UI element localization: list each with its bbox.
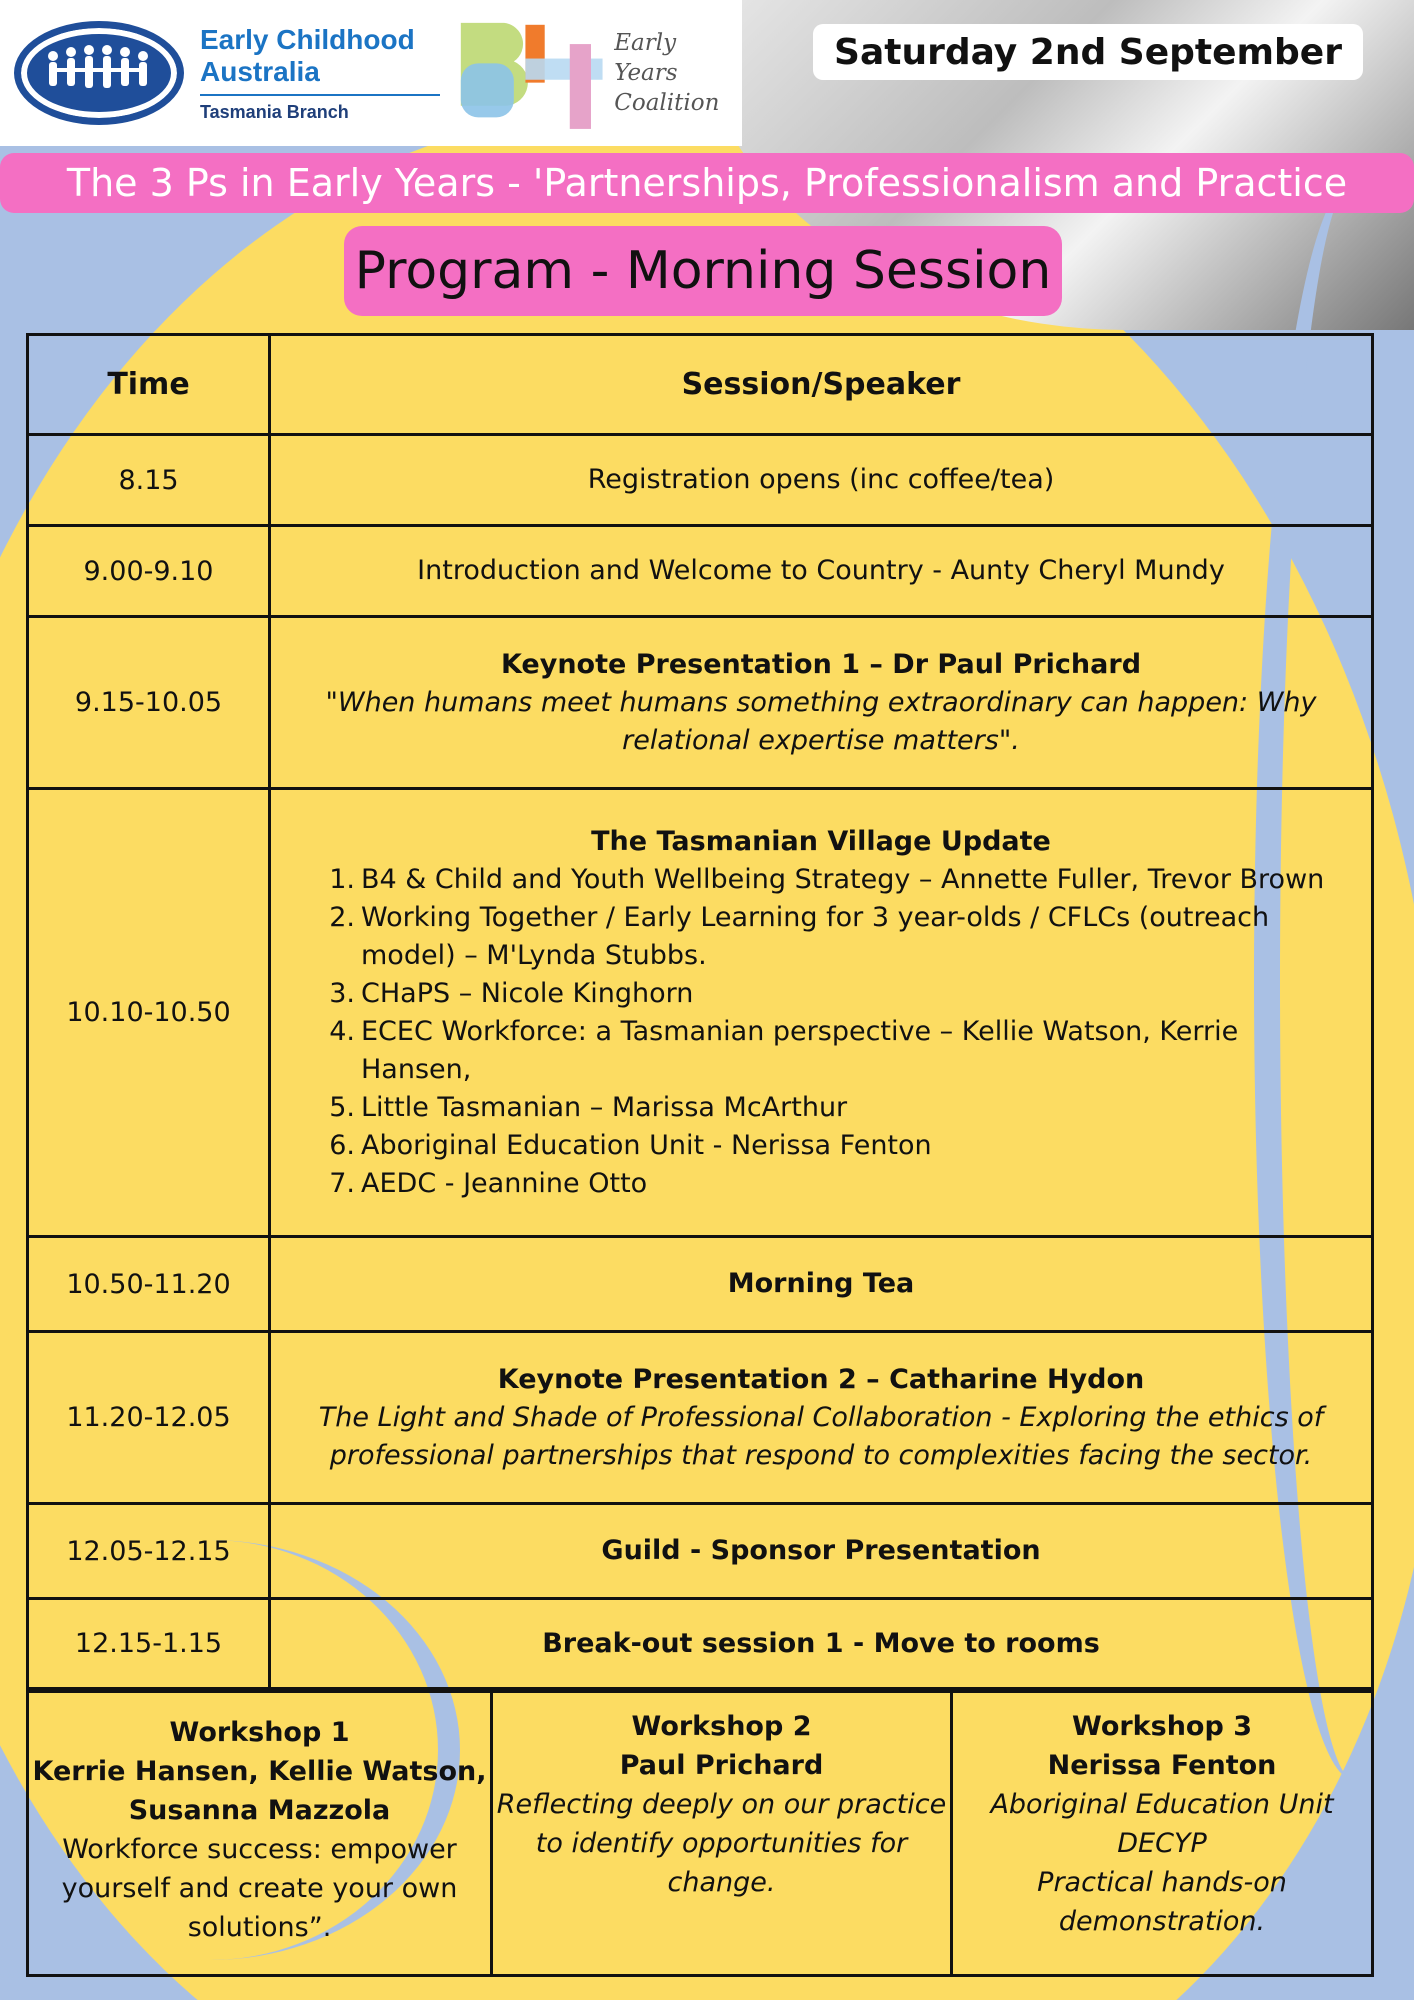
row-time: 9.15-10.05 [29, 618, 271, 787]
list-item: 2. Working Together / Early Learning for 3 year-olds / CFLCs (outreach model) – M'Lynda Stubbs. [329, 901, 1270, 971]
row-time: 9.00-9.10 [29, 527, 271, 615]
workshop-description: Workforce success: empower yourself and create your own solutions”. [61, 1834, 458, 1943]
table-row [29, 1600, 1371, 1690]
list-item: 7. AEDC - Jeannine Otto [329, 1167, 648, 1199]
list-item: 3. CHaPS – Nicole Kinghorn [329, 977, 694, 1009]
workshops-row [29, 1690, 1371, 1974]
program-table [26, 333, 1374, 1977]
workshop-description: Aboriginal Education Unit DECYP [990, 1789, 1334, 1859]
row-time: 10.50-11.20 [29, 1238, 271, 1330]
row-time: 12.15-1.15 [29, 1600, 271, 1687]
table-row [29, 618, 1371, 790]
workshop-2 [493, 1693, 953, 1974]
col-session-header: Session/Speaker [681, 366, 961, 402]
workshop-label: Workshop 1 [169, 1717, 350, 1748]
row-time: 8.15 [29, 436, 271, 524]
row-session: Introduction and Welcome to Country - Aunty Cheryl Mundy [417, 555, 1225, 586]
workshop-speaker: Kerrie Hansen, Kellie Watson, Susanna Mazzola [32, 1756, 487, 1826]
table-row [29, 1505, 1371, 1600]
logo-banner [0, 0, 742, 146]
b4-mark-icon [456, 13, 610, 133]
event-theme: The 3 Ps in Early Years - 'Partnerships, Professionalism and Practice [0, 153, 1414, 213]
row-session: Break-out session 1 - Move to rooms [542, 1627, 1100, 1659]
eca-name: Early Childhood Australia [200, 24, 440, 96]
table-row [29, 436, 1371, 527]
keynote-1-title: Keynote Presentation 1 – Dr Paul Prichard [500, 648, 1142, 680]
table-row [29, 527, 1371, 618]
list-item: 5. Little Tasmanian – Marissa McArthur [329, 1091, 848, 1123]
table-row [29, 1333, 1371, 1505]
eca-logo [14, 21, 440, 125]
workshop-description: Practical hands-on demonstration. [1037, 1867, 1287, 1937]
village-update-list [285, 861, 1357, 1203]
workshop-label: Workshop 3 [1072, 1711, 1252, 1742]
table-header-row [29, 336, 1371, 436]
list-item: 1. B4 & Child and Youth Wellbeing Strategy – Annette Fuller, Trevor Brown [329, 863, 1325, 895]
workshop-speaker: Nerissa Fenton [1047, 1750, 1277, 1781]
row-session: Registration opens (inc coffee/tea) [587, 464, 1055, 495]
workshop-description: Reflecting deeply on our practice to identify opportunities for change. [496, 1789, 947, 1898]
keynote-2-subtitle: The Light and Shade of Professional Collaboration - Exploring the ethics of professional partnerships that respond to complexities facing the sector. [318, 1401, 1324, 1471]
workshop-label: Workshop 2 [631, 1711, 812, 1742]
table-row [29, 790, 1371, 1238]
row-time: 12.05-12.15 [29, 1505, 271, 1597]
list-item: 6. Aboriginal Education Unit - Nerissa Fenton [329, 1129, 932, 1161]
workshop-speaker: Paul Prichard [619, 1750, 824, 1781]
row-time: 10.10-10.50 [29, 790, 271, 1235]
row-session: Morning Tea [727, 1268, 915, 1299]
row-session: Guild - Sponsor Presentation [601, 1535, 1041, 1566]
b4-logo [456, 13, 742, 133]
table-row [29, 1238, 1371, 1333]
eca-branch: Tasmania Branch [200, 101, 349, 122]
b4-name-line1: Early Years [614, 30, 678, 86]
event-date: Saturday 2nd September [813, 24, 1363, 80]
col-time-header: Time [29, 336, 271, 433]
list-item: 4. ECEC Workforce: a Tasmanian perspective – Kellie Watson, Kerrie Hansen, [329, 1015, 1239, 1085]
workshop-3 [953, 1693, 1371, 1974]
village-update-title: The Tasmanian Village Update [591, 825, 1051, 857]
keynote-1-subtitle: "When humans meet humans something extraordinary can happen: Why relational expertise matters". [325, 686, 1317, 756]
keynote-2-title: Keynote Presentation 2 – Catharine Hydon [497, 1363, 1145, 1395]
b4-name-line2: Coalition [614, 90, 720, 116]
row-time: 11.20-12.05 [29, 1333, 271, 1502]
workshop-1 [29, 1693, 493, 1974]
eca-people-icon [14, 21, 184, 125]
program-title: Program - Morning Session [344, 226, 1062, 316]
